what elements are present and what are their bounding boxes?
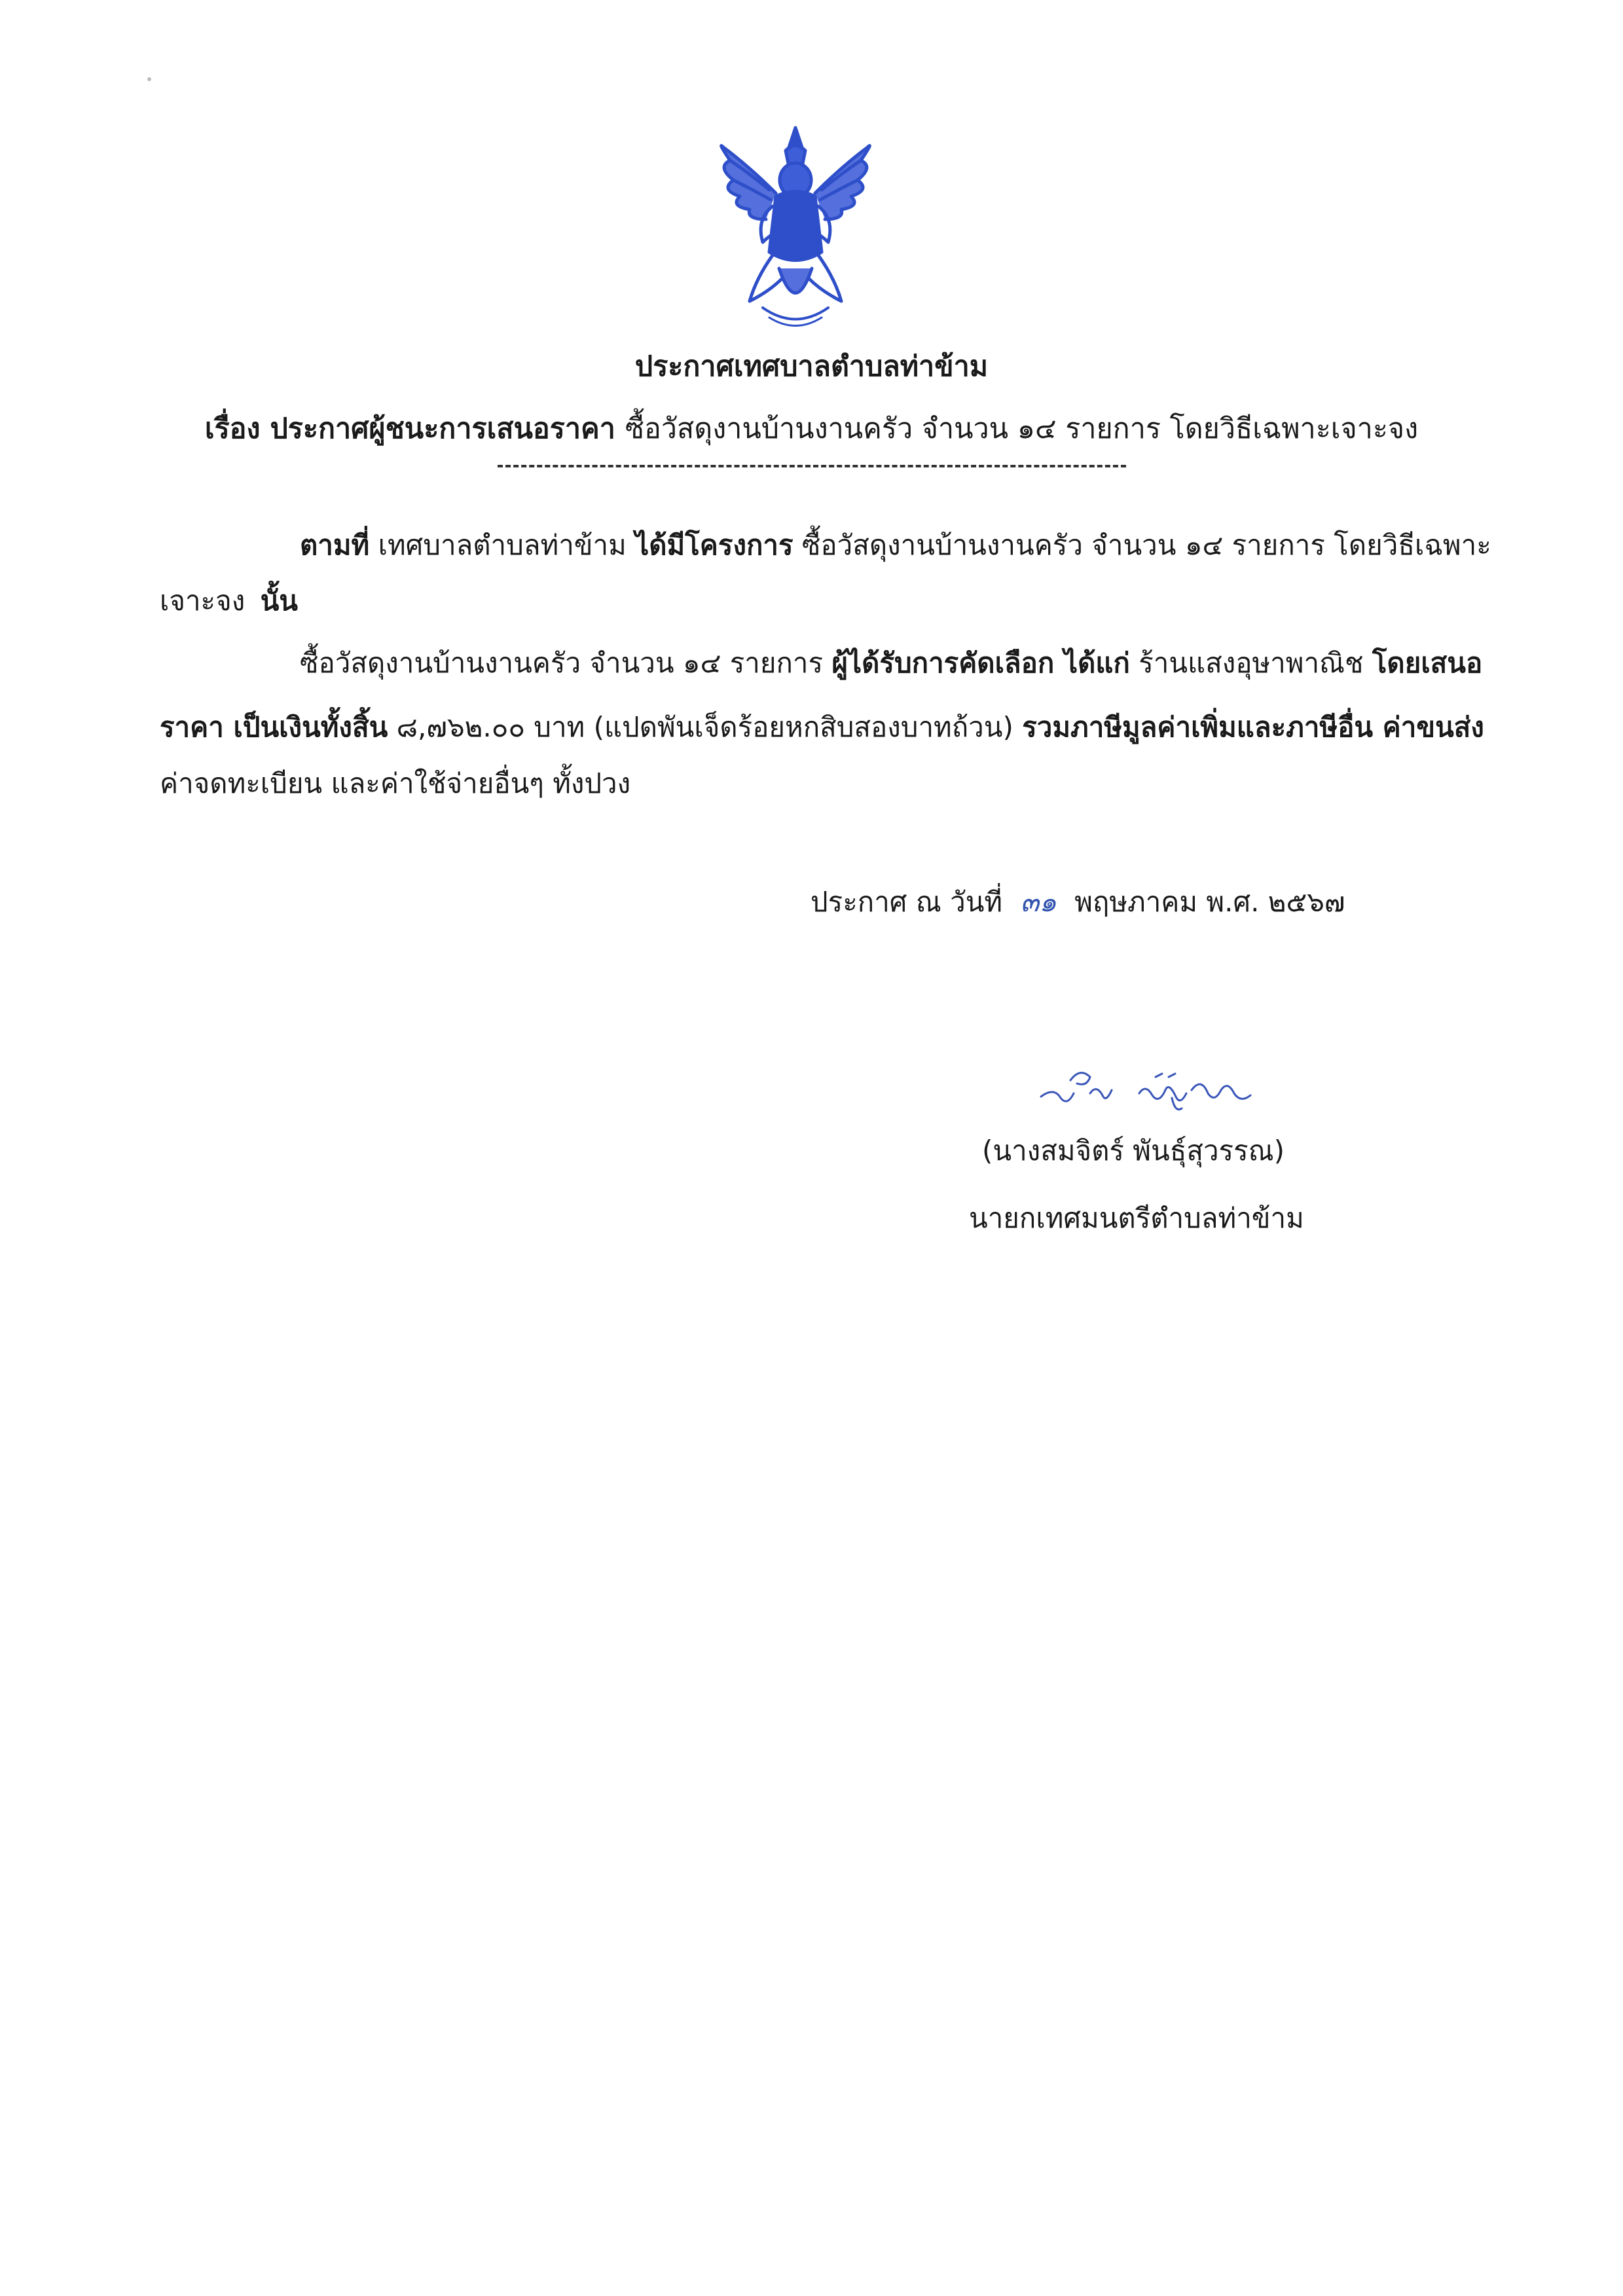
paragraph-2-line-1	[300, 642, 1482, 685]
p1-label-2: ได้มีโครงการ	[635, 529, 793, 561]
p2-label-1: ผู้ได้รับการคัดเลือก ได้แก่	[831, 647, 1130, 679]
signer-position: นายกเทศมนตรีตำบลท่าข้าม	[969, 1202, 1304, 1234]
p1-label-3: นั้น	[260, 585, 299, 617]
p1-text-2: ซื้อวัสดุงานบ้านงานครัว จำนวน ๑๔ รายการ โดยวิธีเฉพาะ	[801, 529, 1491, 561]
announcement-date	[811, 881, 1345, 924]
p2-label-3: ราคา เป็นเงินทั้งสิ้น	[160, 711, 388, 743]
paragraph-2-line-2	[160, 706, 1484, 749]
paragraph-1-line-1	[300, 524, 1491, 567]
p1-text-1: เทศบาลตำบลท่าข้าม	[378, 529, 627, 561]
scan-speck	[147, 77, 151, 81]
p2-label-2: โดยเสนอ	[1372, 647, 1483, 679]
p2-text-2: ร้านแสงอุษาพาณิช	[1139, 647, 1364, 679]
paragraph-2-line-3	[160, 762, 630, 805]
p1-text-3: เจาะจง	[160, 585, 246, 617]
date-month-year: พฤษภาคม พ.ศ. ๒๕๖๗	[1074, 886, 1345, 918]
paragraph-1-line-2	[160, 579, 298, 623]
organization-title: ประกาศเทศบาลตำบลท่าข้าม	[634, 350, 989, 383]
subject-line	[0, 406, 1623, 450]
p1-label-1: ตามที่	[300, 529, 370, 561]
p2-text-4: ค่าจดทะเบียน และค่าใช้จ่ายอื่นๆ ทั้งปวง	[160, 767, 631, 799]
handwritten-signature-icon	[1034, 1057, 1264, 1120]
garuda-emblem-icon	[710, 121, 881, 337]
subject-text: ซื้อวัสดุงานบ้านงานครัว จำนวน ๑๔ รายการ โดยวิธีเฉพาะเจาะจง	[625, 412, 1419, 445]
signer-name: (นางสมจิตร์ พันธุ์สุวรรณ)	[982, 1135, 1285, 1167]
p2-text-3: ๘,๗๖๒.๐๐ บาท (แปดพันเจ็ดร้อยหกสิบสองบาทถ้วน)	[396, 711, 1013, 743]
date-day: ๓๑	[1020, 886, 1057, 918]
divider	[498, 465, 1126, 467]
subject-label: เรื่อง ประกาศผู้ชนะการเสนอราคา	[204, 412, 615, 445]
p2-text-1: ซื้อวัสดุงานบ้านงานครัว จำนวน ๑๔ รายการ	[300, 647, 824, 679]
date-prefix: ประกาศ ณ วันที่	[811, 886, 1003, 918]
p2-label-4: รวมภาษีมูลค่าเพิ่มและภาษีอื่น ค่าขนส่ง	[1022, 711, 1484, 743]
